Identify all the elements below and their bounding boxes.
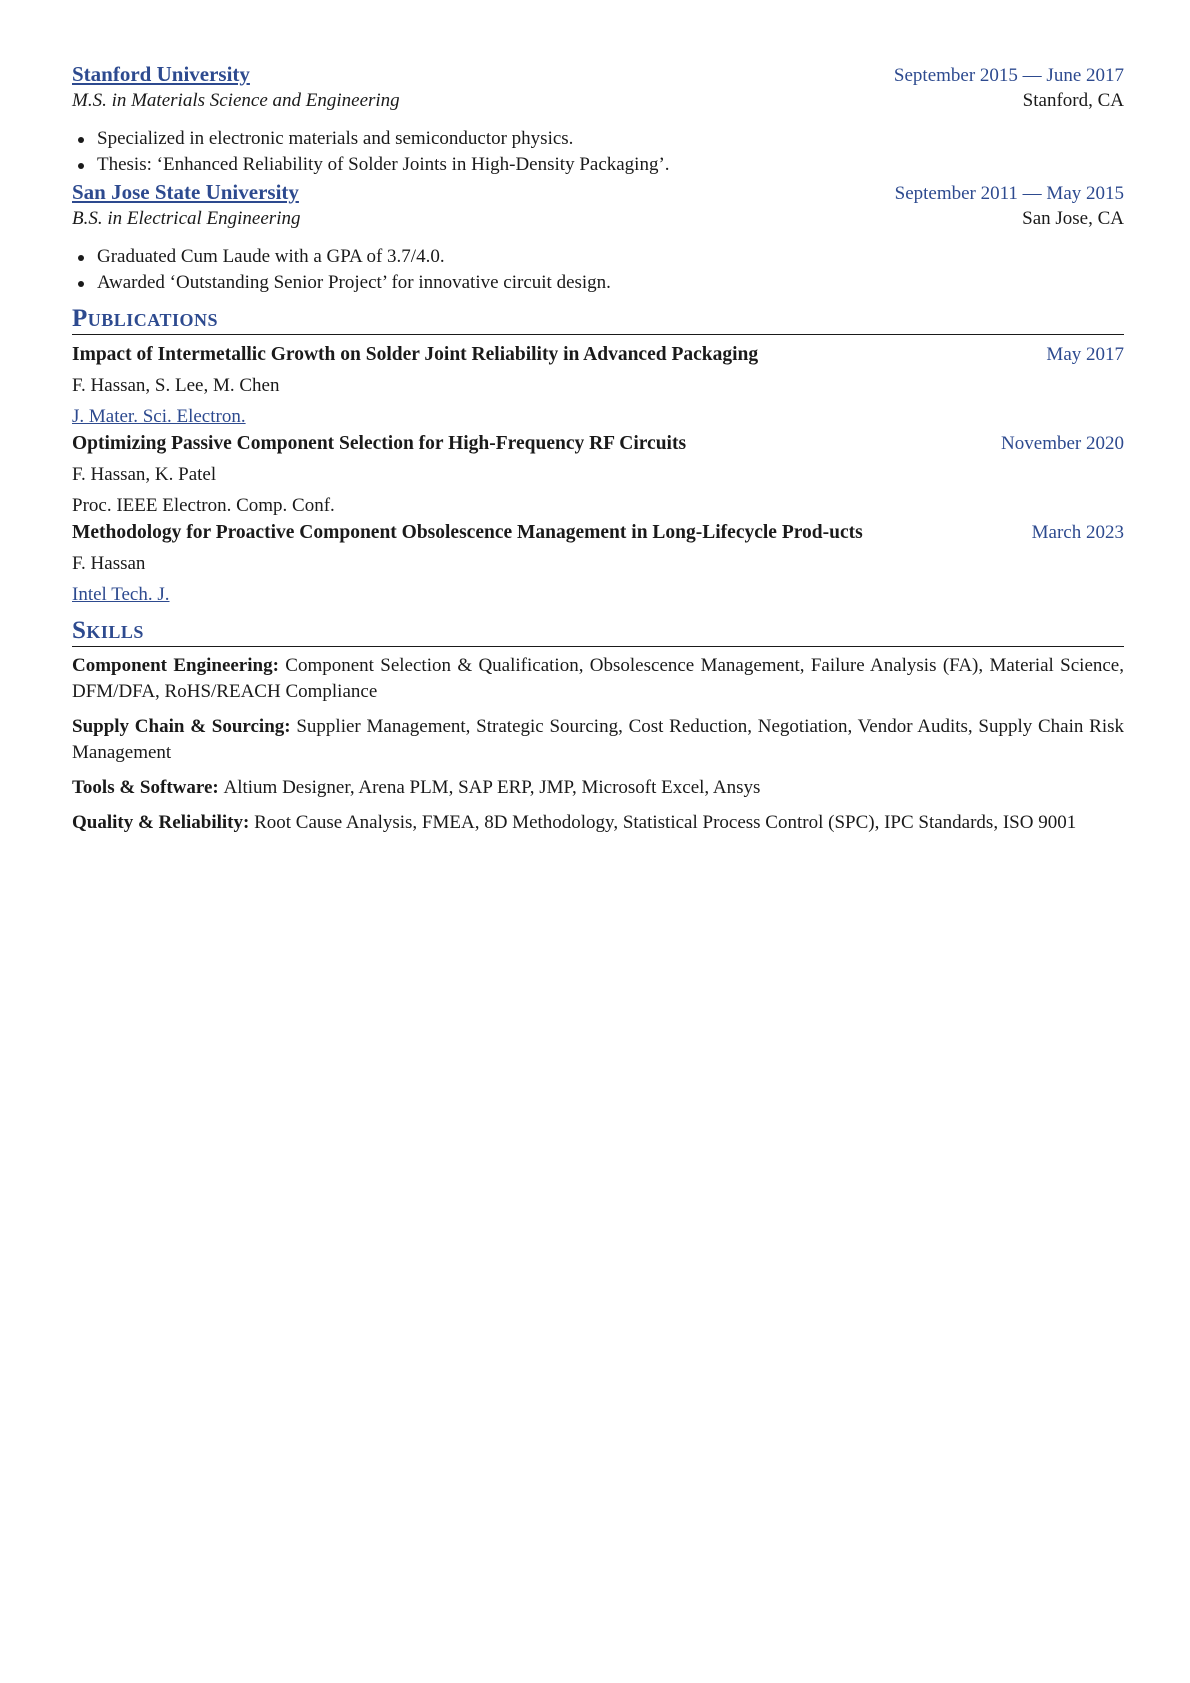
education-entry-stanford [72, 62, 1124, 178]
publication-venue-link[interactable]: J. Mater. Sci. Electron. [72, 406, 246, 427]
publication-header [72, 519, 1124, 546]
skill-group [72, 810, 1124, 836]
section-heading-publications: Publications [72, 304, 1124, 335]
location: San Jose, CA [1022, 208, 1124, 229]
degree: M.S. in Materials Science and Engineering [72, 90, 400, 111]
list-item: Awarded ‘Outstanding Senior Project’ for innovative circuit design. [97, 270, 1124, 296]
publication-header [72, 341, 1124, 368]
publication-entry [72, 519, 1124, 608]
education-dates: September 2015 — June 2017 [893, 65, 1124, 86]
institution-link[interactable]: San Jose State University [72, 180, 299, 204]
publication-authors: F. Hassan [72, 553, 146, 574]
institution-link[interactable]: Stanford University [72, 62, 250, 86]
education-subheader [72, 90, 1124, 120]
publication-header [72, 430, 1124, 457]
skill-group-items: Altium Designer, Arena PLM, SAP ERP, JMP, Microsoft Excel, Ansys [223, 777, 761, 798]
publication-title: Optimizing Passive Component Selection for High-Frequency RF Circuits [72, 433, 687, 454]
skill-group-label: Supply Chain & Sourcing: [72, 716, 297, 737]
highlights-list [72, 126, 1124, 178]
location: Stanford, CA [1022, 90, 1124, 111]
list-item: Thesis: ‘Enhanced Reliability of Solder Joints in High-Density Packaging’. [97, 152, 1124, 178]
section-heading-skills: Skills [72, 616, 1124, 647]
degree: B.S. in Electrical Engineering [72, 208, 301, 229]
skill-group [72, 714, 1124, 766]
publication-venue-link[interactable]: Intel Tech. J. [72, 584, 170, 605]
education-header [72, 180, 1124, 208]
publication-date: March 2023 [1031, 522, 1124, 543]
skill-group-label: Component Engineering: [72, 655, 286, 676]
publication-venue: Proc. IEEE Electron. Comp. Conf. [72, 495, 335, 516]
publication-authors: F. Hassan, K. Patel [72, 464, 217, 485]
publication-date: May 2017 [1046, 344, 1124, 365]
skill-group-items: Component Selection & Qualification, Obsolescence Management, Failure Analysis (FA), Material Science, DFM/DFA, RoHS/REACH Compliance [72, 655, 1124, 702]
skill-group [72, 653, 1124, 705]
publication-date: November 2020 [1001, 433, 1124, 454]
list-item: Graduated Cum Laude with a GPA of 3.7/4.0. [97, 244, 1124, 270]
skill-group-label: Tools & Software: [72, 777, 224, 798]
skill-group-items: Root Cause Analysis, FMEA, 8D Methodology, Statistical Process Control (SPC), IPC Standards, ISO 9001 [254, 812, 1077, 833]
highlights-list [72, 244, 1124, 296]
publication-entry [72, 430, 1124, 519]
publication-authors: F. Hassan, S. Lee, M. Chen [72, 375, 280, 396]
education-entry-sjsu [72, 180, 1124, 296]
education-dates: September 2011 — May 2015 [894, 183, 1124, 204]
skill-group [72, 775, 1124, 801]
publication-title: Impact of Intermetallic Growth on Solder Joint Reliability in Advanced Packaging [72, 344, 759, 365]
skill-group-label: Quality & Reliability: [72, 812, 255, 833]
resume-page [72, 62, 1124, 845]
publication-title: Methodology for Proactive Component Obsolescence Management in Long-Lifecycle Prod-ucts [72, 522, 863, 543]
list-item: Specialized in electronic materials and semiconductor physics. [97, 126, 1124, 152]
publication-entry [72, 341, 1124, 430]
skill-group-items: Supplier Management, Strategic Sourcing, Cost Reduction, Negotiation, Vendor Audits, Supply Chain Risk Management [72, 716, 1124, 763]
education-header [72, 62, 1124, 90]
education-subheader [72, 208, 1124, 238]
